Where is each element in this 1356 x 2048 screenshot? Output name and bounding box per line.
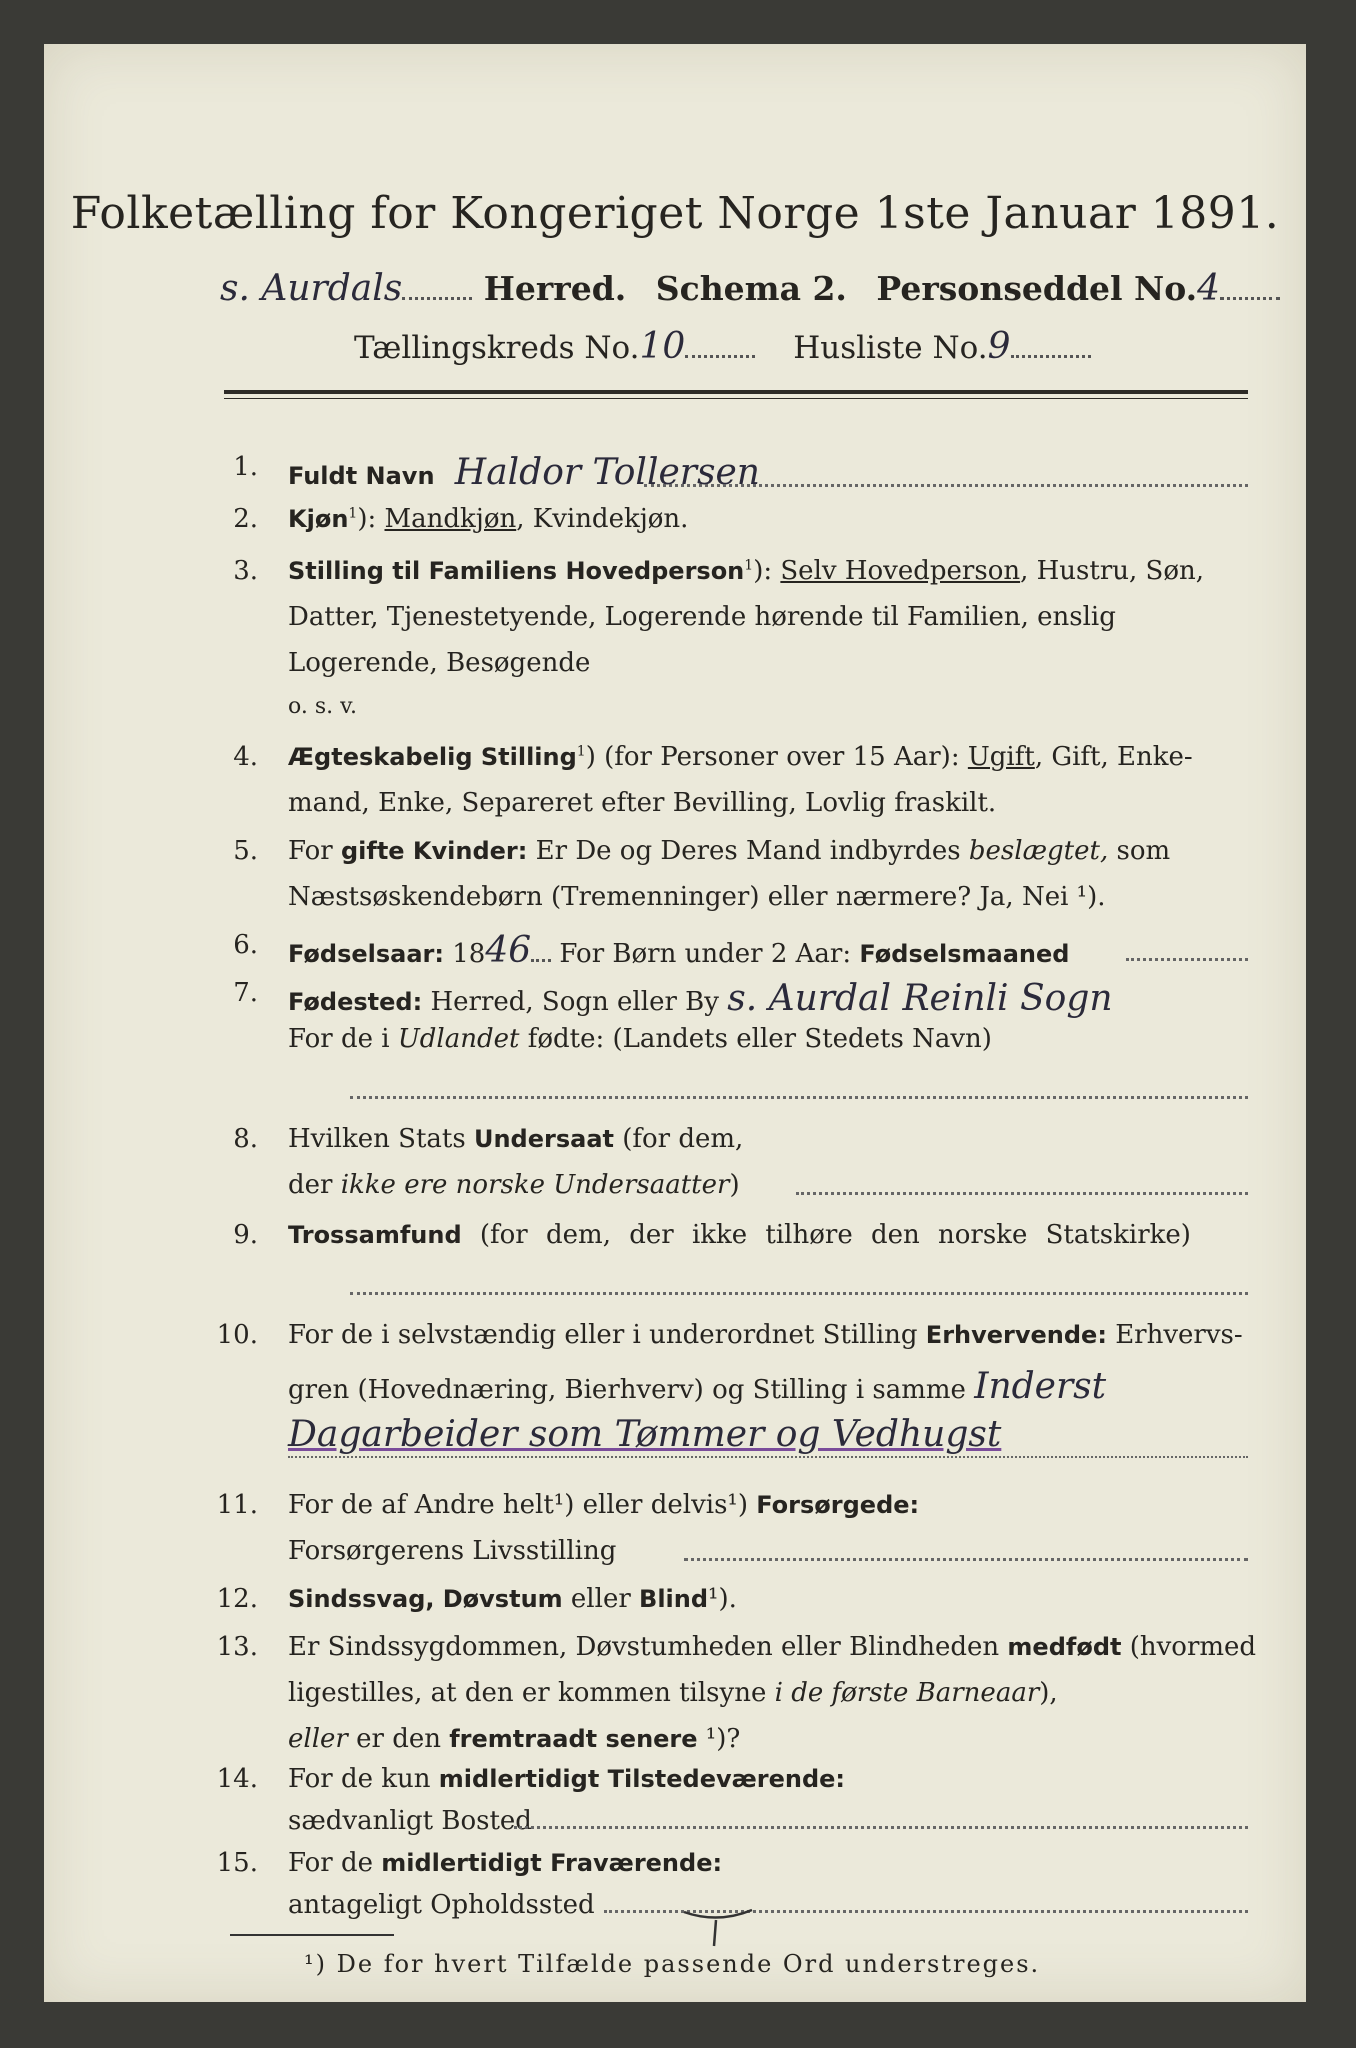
pencil-mark-center <box>680 1906 756 1950</box>
footnote: ¹) De for hvert Tilfælde passende Ord understreges. <box>304 1950 1041 1978</box>
personseddel-value: 4 <box>1197 268 1221 309</box>
husliste-label: Husliste No. <box>793 330 988 366</box>
husliste-value: 9 <box>987 326 1011 367</box>
q1-label: Fuldt Navn <box>288 462 435 490</box>
header-line-kreds <box>354 326 1091 367</box>
personseddel-label: Personseddel No. <box>876 269 1198 308</box>
position-selected: Selv Hovedperson <box>780 556 1021 586</box>
birthplace-value: s. Aurdal Reinli Sogn <box>727 978 1113 1019</box>
marital-selected: Ugift <box>967 742 1035 772</box>
form-title: Folketælling for Kongeriget Norge 1ste Januar 1891. <box>70 188 1280 239</box>
gender-selected: Mandkjøn <box>384 504 517 534</box>
kreds-value: 10 <box>639 326 686 367</box>
herred-value: s. Aurdals <box>220 268 403 309</box>
header-line-herred <box>220 268 1280 309</box>
header-rule <box>224 390 1248 394</box>
full-name-value: Haldor Tollersen <box>454 452 760 493</box>
header-rule-thin <box>224 398 1248 399</box>
occupation-value-1: Inderst <box>974 1366 1107 1407</box>
occupation-value-2: Dagarbeider som Tømmer og Vedhugst <box>288 1414 1002 1455</box>
schema-label: Schema 2. <box>655 269 847 308</box>
footnote-rule <box>230 1934 394 1936</box>
birth-year-value: 46 <box>485 930 532 971</box>
census-form: Folketælling for Kongeriget Norge 1ste Januar 1891. s. Aurdals Herred. Schema 2. Personseddel No.4 Tællingskreds No.10 Husliste No.9 1. Fuldt Navn Haldor Tollersen 2. Kjøn$^1$): Mandkjøn, Kvindekjøn. 3. Stilling til Familiens Hovedperson$^1$): Selv Hovedperson, Hustru, Søn, Datter, Tjenestetyende, Logerende hørende til Familien, enslig Logerende, Besøgende o. s. v. 4. Ægteskabelig Stilling$^1$) (for Personer over 15 Aar): Ugift, Gift, Enke- mand, Enke, Separeret efter Bevilling, Lovlig fraskilt. 5. For gifte Kvinder: Er De og Deres Mand indbyrdes beslægtet, som Næstsøskendebørn (Tremenninger) eller nærmere? Ja, Nei ¹). 6. Fødselsaar: 1846 For Børn under 2 Aar: Fødselsmaaned 7. Fødested: Herred, Sogn eller By s. Aurdal Reinli Sogn For de i Udlandet fødte: (Landets eller Stedets Navn) 8. Hvilken Stats Undersaat (for dem, der ikke ere norske Undersaatter) 9. Trossamfund (for dem, der ikke tilhøre den norske Statskirke) 10. For de i selvstændig eller i underordnet Stilling Erhvervende: Erhvervs- gren (Hovednæring, Bierhverv) og Stilling i samme Inderst Dagarbeider som Tømmer og Vedhugst 11. For de af Andre helt¹) eller delvis¹) Forsørgede: Forsørgerens Livsstilling 12. Sindssvag, Døvstum eller Blind¹). 13. Er Sindssygdommen, Døvstumheden eller Blindheden medfødt (hvormed ligestilles, at den er kommen tilsyne i de første Barneaar), eller er den fremtraadt senere ¹)? 14. For de kun midlertidigt Tilstedeværende: sædvanligt Bosted 15. For de midlertidigt Fraværende: antageligt Opholdssted ¹) De for hvert Tilfælde passende Ord understreges. <box>44 44 1306 2002</box>
herred-label: Herred. <box>483 269 627 308</box>
kreds-label: Tællingskreds No. <box>354 330 640 366</box>
